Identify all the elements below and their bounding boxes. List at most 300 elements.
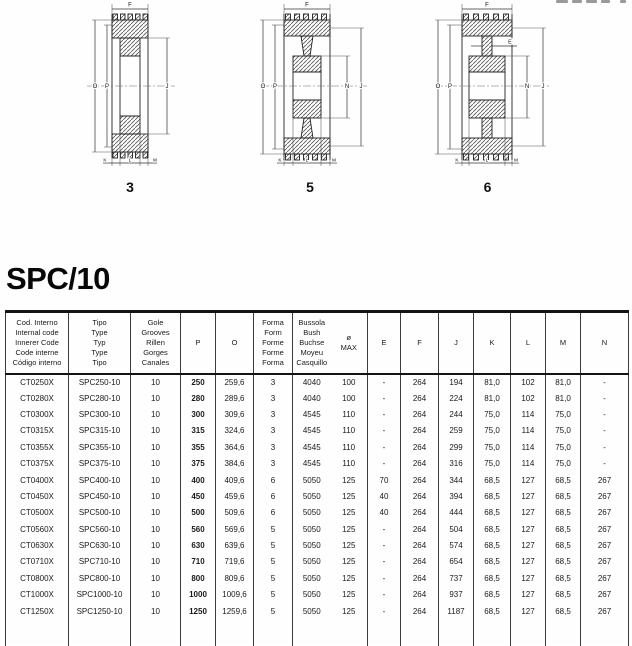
cell: 5 bbox=[254, 603, 293, 619]
cell: 10 bbox=[131, 439, 181, 455]
cell: 40 bbox=[368, 488, 401, 504]
cell: 68,5 bbox=[546, 488, 581, 504]
cell: 3 bbox=[254, 455, 293, 471]
cell: CT0300X bbox=[6, 406, 69, 422]
column-header: P bbox=[181, 312, 216, 374]
cell: 68,5 bbox=[546, 570, 581, 586]
cell: 75,0 bbox=[546, 439, 581, 455]
dim-label-k: K bbox=[278, 158, 282, 164]
dim-label-o: O bbox=[93, 84, 98, 90]
table-row bbox=[6, 423, 629, 439]
table-row bbox=[6, 406, 629, 422]
pulley-diagram-form-6 bbox=[405, 0, 570, 195]
cell: 459,6 bbox=[216, 488, 254, 504]
dim-label-l: L bbox=[486, 158, 489, 164]
table-row bbox=[6, 521, 629, 537]
cell: 125 bbox=[331, 587, 368, 603]
cell: 5050 bbox=[293, 488, 331, 504]
cell: 68,5 bbox=[546, 472, 581, 488]
cell: 409,6 bbox=[216, 472, 254, 488]
cell: 937 bbox=[439, 587, 474, 603]
dim-label-l: L bbox=[306, 158, 309, 164]
cell: 114 bbox=[511, 406, 546, 422]
column-header: O bbox=[216, 312, 254, 374]
cell: 10 bbox=[131, 587, 181, 603]
cell: 264 bbox=[401, 439, 439, 455]
cell: 75,0 bbox=[546, 423, 581, 439]
cell: 75,0 bbox=[474, 423, 511, 439]
cell: 194 bbox=[439, 374, 474, 390]
cell: 68,5 bbox=[474, 554, 511, 570]
cell: - bbox=[368, 374, 401, 390]
cell: 68,5 bbox=[474, 537, 511, 553]
dim-label-p: P bbox=[448, 84, 452, 90]
cell: 259 bbox=[439, 423, 474, 439]
cell: - bbox=[368, 570, 401, 586]
cell: 4545 bbox=[293, 455, 331, 471]
cell: SPC710-10 bbox=[69, 554, 131, 570]
cell: - bbox=[581, 439, 629, 455]
form-number-6: 6 bbox=[405, 179, 570, 195]
cell: 75,0 bbox=[474, 455, 511, 471]
table-row bbox=[6, 472, 629, 488]
column-header: J bbox=[439, 312, 474, 374]
cell: 4040 bbox=[293, 390, 331, 406]
filler-row bbox=[6, 619, 629, 646]
cell: 264 bbox=[401, 488, 439, 504]
empty-cell bbox=[216, 619, 254, 646]
cell: 500 bbox=[181, 505, 216, 521]
cell: SPC400-10 bbox=[69, 472, 131, 488]
cell: 3 bbox=[254, 406, 293, 422]
column-header: K bbox=[474, 312, 511, 374]
dim-label-j: J bbox=[166, 84, 169, 90]
spec-table-body bbox=[6, 374, 629, 646]
cell: - bbox=[368, 406, 401, 422]
cell: 264 bbox=[401, 587, 439, 603]
cell: 800 bbox=[181, 570, 216, 586]
cell: 102 bbox=[511, 374, 546, 390]
cell: 110 bbox=[331, 439, 368, 455]
cell: 127 bbox=[511, 554, 546, 570]
cell: 10 bbox=[131, 472, 181, 488]
dim-label-m: M bbox=[153, 158, 157, 164]
dim-label-j: J bbox=[542, 84, 545, 90]
cell: 10 bbox=[131, 488, 181, 504]
cell: 630 bbox=[181, 537, 216, 553]
cell: 75,0 bbox=[474, 439, 511, 455]
cell: 264 bbox=[401, 390, 439, 406]
cell: 81,0 bbox=[546, 390, 581, 406]
empty-cell bbox=[254, 619, 293, 646]
cell: 125 bbox=[331, 505, 368, 521]
cell: 6 bbox=[254, 472, 293, 488]
cell: 125 bbox=[331, 554, 368, 570]
cell: 110 bbox=[331, 423, 368, 439]
cell: CT0315X bbox=[6, 423, 69, 439]
cell: 127 bbox=[511, 472, 546, 488]
cell: 394 bbox=[439, 488, 474, 504]
cell: 10 bbox=[131, 374, 181, 390]
cell: 4545 bbox=[293, 406, 331, 422]
cell: CT1000X bbox=[6, 587, 69, 603]
dim-label-j: J bbox=[360, 84, 363, 90]
cell: 10 bbox=[131, 603, 181, 619]
table-row bbox=[6, 455, 629, 471]
cell: 509,6 bbox=[216, 505, 254, 521]
cell: CT0800X bbox=[6, 570, 69, 586]
cell: 264 bbox=[401, 505, 439, 521]
dim-label-k: K bbox=[103, 158, 107, 164]
empty-cell bbox=[181, 619, 216, 646]
cell: 737 bbox=[439, 570, 474, 586]
table-row bbox=[6, 488, 629, 504]
cell: 710 bbox=[181, 554, 216, 570]
table-row bbox=[6, 537, 629, 553]
cell: 5050 bbox=[293, 554, 331, 570]
cell: 267 bbox=[581, 554, 629, 570]
cell: 3 bbox=[254, 423, 293, 439]
cell: 244 bbox=[439, 406, 474, 422]
empty-cell bbox=[581, 619, 629, 646]
cell: - bbox=[368, 455, 401, 471]
cell: 315 bbox=[181, 423, 216, 439]
cell: 68,5 bbox=[546, 587, 581, 603]
cell: - bbox=[581, 390, 629, 406]
dim-label-f: F bbox=[128, 3, 132, 9]
cell: 68,5 bbox=[546, 554, 581, 570]
column-header: E bbox=[368, 312, 401, 374]
cell: 68,5 bbox=[474, 587, 511, 603]
column-header: F bbox=[401, 312, 439, 374]
pulley-drawing-6 bbox=[405, 0, 570, 172]
cell: 3 bbox=[254, 374, 293, 390]
spec-table bbox=[5, 310, 629, 646]
cell: - bbox=[581, 406, 629, 422]
cell: 1000 bbox=[181, 587, 216, 603]
cell: 719,6 bbox=[216, 554, 254, 570]
table-row bbox=[6, 505, 629, 521]
cell: - bbox=[581, 374, 629, 390]
table-row bbox=[6, 587, 629, 603]
cell: SPC375-10 bbox=[69, 455, 131, 471]
cell: 4545 bbox=[293, 439, 331, 455]
cell: 267 bbox=[581, 505, 629, 521]
cell: 127 bbox=[511, 505, 546, 521]
cell: - bbox=[368, 587, 401, 603]
cell: SPC450-10 bbox=[69, 488, 131, 504]
column-header: Forma Form Forme Forme Forma bbox=[254, 312, 293, 374]
cell: 3 bbox=[254, 390, 293, 406]
cell: 10 bbox=[131, 521, 181, 537]
cell: 5050 bbox=[293, 521, 331, 537]
cell: 267 bbox=[581, 488, 629, 504]
cell: 75,0 bbox=[546, 455, 581, 471]
cell: 809,6 bbox=[216, 570, 254, 586]
cell: 125 bbox=[331, 488, 368, 504]
cell: 100 bbox=[331, 374, 368, 390]
pulley-drawing-5 bbox=[235, 0, 385, 172]
pulley-drawing-3 bbox=[55, 0, 205, 172]
cell: 280 bbox=[181, 390, 216, 406]
cell: 264 bbox=[401, 472, 439, 488]
page-title: SPC/10 bbox=[6, 261, 110, 297]
cell: 299 bbox=[439, 439, 474, 455]
cell: 264 bbox=[401, 423, 439, 439]
cell: 224 bbox=[439, 390, 474, 406]
cell: 5050 bbox=[293, 505, 331, 521]
cell: CT0500X bbox=[6, 505, 69, 521]
cell: 574 bbox=[439, 537, 474, 553]
cell: 324,6 bbox=[216, 423, 254, 439]
cell: CT0375X bbox=[6, 455, 69, 471]
cell: - bbox=[368, 439, 401, 455]
spec-table-header-row bbox=[6, 312, 629, 374]
empty-cell bbox=[511, 619, 546, 646]
cell: 264 bbox=[401, 537, 439, 553]
dim-label-n: N bbox=[345, 84, 349, 90]
column-header: M bbox=[546, 312, 581, 374]
cell: 127 bbox=[511, 537, 546, 553]
cell: SPC560-10 bbox=[69, 521, 131, 537]
cell: 5050 bbox=[293, 537, 331, 553]
cell: 259,6 bbox=[216, 374, 254, 390]
cell: - bbox=[368, 554, 401, 570]
cell: SPC630-10 bbox=[69, 537, 131, 553]
cell: CT0400X bbox=[6, 472, 69, 488]
cell: 5 bbox=[254, 570, 293, 586]
cell: SPC1000-10 bbox=[69, 587, 131, 603]
dim-label-o: O bbox=[436, 84, 441, 90]
dim-label-k: K bbox=[455, 158, 459, 164]
dim-label-f: F bbox=[485, 3, 489, 9]
cell: 68,5 bbox=[546, 537, 581, 553]
cell: 125 bbox=[331, 570, 368, 586]
cell: 3 bbox=[254, 439, 293, 455]
cell: 114 bbox=[511, 423, 546, 439]
column-header: Gole Grooves Rillen Gorges Canales bbox=[131, 312, 181, 374]
cell: 125 bbox=[331, 603, 368, 619]
cell: 1009,6 bbox=[216, 587, 254, 603]
cell: 75,0 bbox=[474, 406, 511, 422]
cell: 68,5 bbox=[546, 603, 581, 619]
cell: 309,6 bbox=[216, 406, 254, 422]
cell: 100 bbox=[331, 390, 368, 406]
cell: 102 bbox=[511, 390, 546, 406]
dim-label-f: F bbox=[305, 3, 309, 9]
cell: 10 bbox=[131, 455, 181, 471]
empty-cell bbox=[474, 619, 511, 646]
cell: - bbox=[368, 390, 401, 406]
cell: - bbox=[368, 603, 401, 619]
cell: 316 bbox=[439, 455, 474, 471]
cell: - bbox=[368, 423, 401, 439]
cell: CT0560X bbox=[6, 521, 69, 537]
cell: 569,6 bbox=[216, 521, 254, 537]
cell: 264 bbox=[401, 406, 439, 422]
dim-label-p: P bbox=[105, 84, 109, 90]
cell: 125 bbox=[331, 537, 368, 553]
cell: 114 bbox=[511, 439, 546, 455]
column-header: Bussola Bush Buchse Moyeu Casquillo bbox=[293, 312, 331, 374]
cell: 375 bbox=[181, 455, 216, 471]
cell: 10 bbox=[131, 406, 181, 422]
dim-label-o: O bbox=[261, 84, 266, 90]
dim-label-n: N bbox=[525, 84, 529, 90]
column-header: ø MAX bbox=[331, 312, 368, 374]
cell: 110 bbox=[331, 406, 368, 422]
cell: 5050 bbox=[293, 603, 331, 619]
cell: - bbox=[581, 455, 629, 471]
dim-label-p: P bbox=[273, 84, 277, 90]
cell: SPC800-10 bbox=[69, 570, 131, 586]
cell: CT1250X bbox=[6, 603, 69, 619]
cell: 400 bbox=[181, 472, 216, 488]
cell: 264 bbox=[401, 570, 439, 586]
cell: SPC1250-10 bbox=[69, 603, 131, 619]
empty-cell bbox=[401, 619, 439, 646]
dim-label-l: L bbox=[129, 158, 132, 164]
cell: - bbox=[368, 537, 401, 553]
cell: 68,5 bbox=[474, 570, 511, 586]
cell: 450 bbox=[181, 488, 216, 504]
cell: CT0630X bbox=[6, 537, 69, 553]
empty-cell bbox=[546, 619, 581, 646]
cell: 267 bbox=[581, 521, 629, 537]
cell: 125 bbox=[331, 521, 368, 537]
cell: 127 bbox=[511, 570, 546, 586]
table-row bbox=[6, 439, 629, 455]
dim-label-m: M bbox=[332, 158, 336, 164]
cell: 6 bbox=[254, 488, 293, 504]
cell: 127 bbox=[511, 488, 546, 504]
cell: 264 bbox=[401, 603, 439, 619]
cell: SPC500-10 bbox=[69, 505, 131, 521]
cell: 4040 bbox=[293, 374, 331, 390]
cell: CT0250X bbox=[6, 374, 69, 390]
cell: 68,5 bbox=[474, 521, 511, 537]
cell: 68,5 bbox=[474, 488, 511, 504]
form-number-5: 5 bbox=[235, 179, 385, 195]
cell: 10 bbox=[131, 390, 181, 406]
cell: 364,6 bbox=[216, 439, 254, 455]
table-row bbox=[6, 570, 629, 586]
cell: 68,5 bbox=[474, 603, 511, 619]
cell: 40 bbox=[368, 505, 401, 521]
pulley-diagram-form-5 bbox=[235, 0, 385, 195]
cell: CT0450X bbox=[6, 488, 69, 504]
cell: 300 bbox=[181, 406, 216, 422]
table-row bbox=[6, 603, 629, 619]
cell: SPC300-10 bbox=[69, 406, 131, 422]
column-header: N bbox=[581, 312, 629, 374]
cell: 68,5 bbox=[546, 505, 581, 521]
cell: 504 bbox=[439, 521, 474, 537]
cell: 267 bbox=[581, 472, 629, 488]
column-header: L bbox=[511, 312, 546, 374]
empty-cell bbox=[69, 619, 131, 646]
cell: 6 bbox=[254, 505, 293, 521]
cell: 1250 bbox=[181, 603, 216, 619]
cell: 264 bbox=[401, 554, 439, 570]
cell: 1259,6 bbox=[216, 603, 254, 619]
cell: 5 bbox=[254, 521, 293, 537]
dim-label-e: E bbox=[508, 40, 512, 46]
empty-cell bbox=[368, 619, 401, 646]
cell: 344 bbox=[439, 472, 474, 488]
spec-table-wrapper bbox=[5, 310, 628, 646]
cell: 127 bbox=[511, 603, 546, 619]
cell: SPC280-10 bbox=[69, 390, 131, 406]
cell: 264 bbox=[401, 521, 439, 537]
cell: 267 bbox=[581, 537, 629, 553]
empty-cell bbox=[131, 619, 181, 646]
empty-cell bbox=[6, 619, 69, 646]
cell: 75,0 bbox=[546, 406, 581, 422]
cell: CT0710X bbox=[6, 554, 69, 570]
cell: 127 bbox=[511, 521, 546, 537]
cell: 114 bbox=[511, 455, 546, 471]
cell: 10 bbox=[131, 505, 181, 521]
cell: 10 bbox=[131, 570, 181, 586]
cell: 4545 bbox=[293, 423, 331, 439]
cell: 384,6 bbox=[216, 455, 254, 471]
cell: 127 bbox=[511, 587, 546, 603]
cell: 81,0 bbox=[474, 374, 511, 390]
cell: 81,0 bbox=[546, 374, 581, 390]
cell: 68,5 bbox=[474, 472, 511, 488]
cell: 5 bbox=[254, 587, 293, 603]
cell: 5050 bbox=[293, 570, 331, 586]
cell: 267 bbox=[581, 587, 629, 603]
cell: - bbox=[368, 521, 401, 537]
cell: 264 bbox=[401, 374, 439, 390]
cell: 264 bbox=[401, 455, 439, 471]
table-row bbox=[6, 390, 629, 406]
cell: 444 bbox=[439, 505, 474, 521]
cell: 639,6 bbox=[216, 537, 254, 553]
empty-cell bbox=[293, 619, 331, 646]
cell: 560 bbox=[181, 521, 216, 537]
cell: SPC355-10 bbox=[69, 439, 131, 455]
cell: 110 bbox=[331, 455, 368, 471]
cell: 68,5 bbox=[546, 521, 581, 537]
cell: 10 bbox=[131, 537, 181, 553]
cell: 81,0 bbox=[474, 390, 511, 406]
cell: CT0280X bbox=[6, 390, 69, 406]
cell: 267 bbox=[581, 603, 629, 619]
cell: SPC315-10 bbox=[69, 423, 131, 439]
column-header: Cod. Interno Internal code Innerer Code Code interne Código interno bbox=[6, 312, 69, 374]
empty-cell bbox=[331, 619, 368, 646]
cell: 10 bbox=[131, 423, 181, 439]
table-row bbox=[6, 374, 629, 390]
empty-cell bbox=[439, 619, 474, 646]
cell: 355 bbox=[181, 439, 216, 455]
cell: 267 bbox=[581, 570, 629, 586]
cell: 5050 bbox=[293, 587, 331, 603]
cell: 1187 bbox=[439, 603, 474, 619]
cell: - bbox=[581, 423, 629, 439]
cell: 5 bbox=[254, 554, 293, 570]
cell: SPC250-10 bbox=[69, 374, 131, 390]
cell: 125 bbox=[331, 472, 368, 488]
dim-label-m: M bbox=[514, 158, 518, 164]
cell: 68,5 bbox=[474, 505, 511, 521]
cell: 250 bbox=[181, 374, 216, 390]
cell: 10 bbox=[131, 554, 181, 570]
cell: 70 bbox=[368, 472, 401, 488]
